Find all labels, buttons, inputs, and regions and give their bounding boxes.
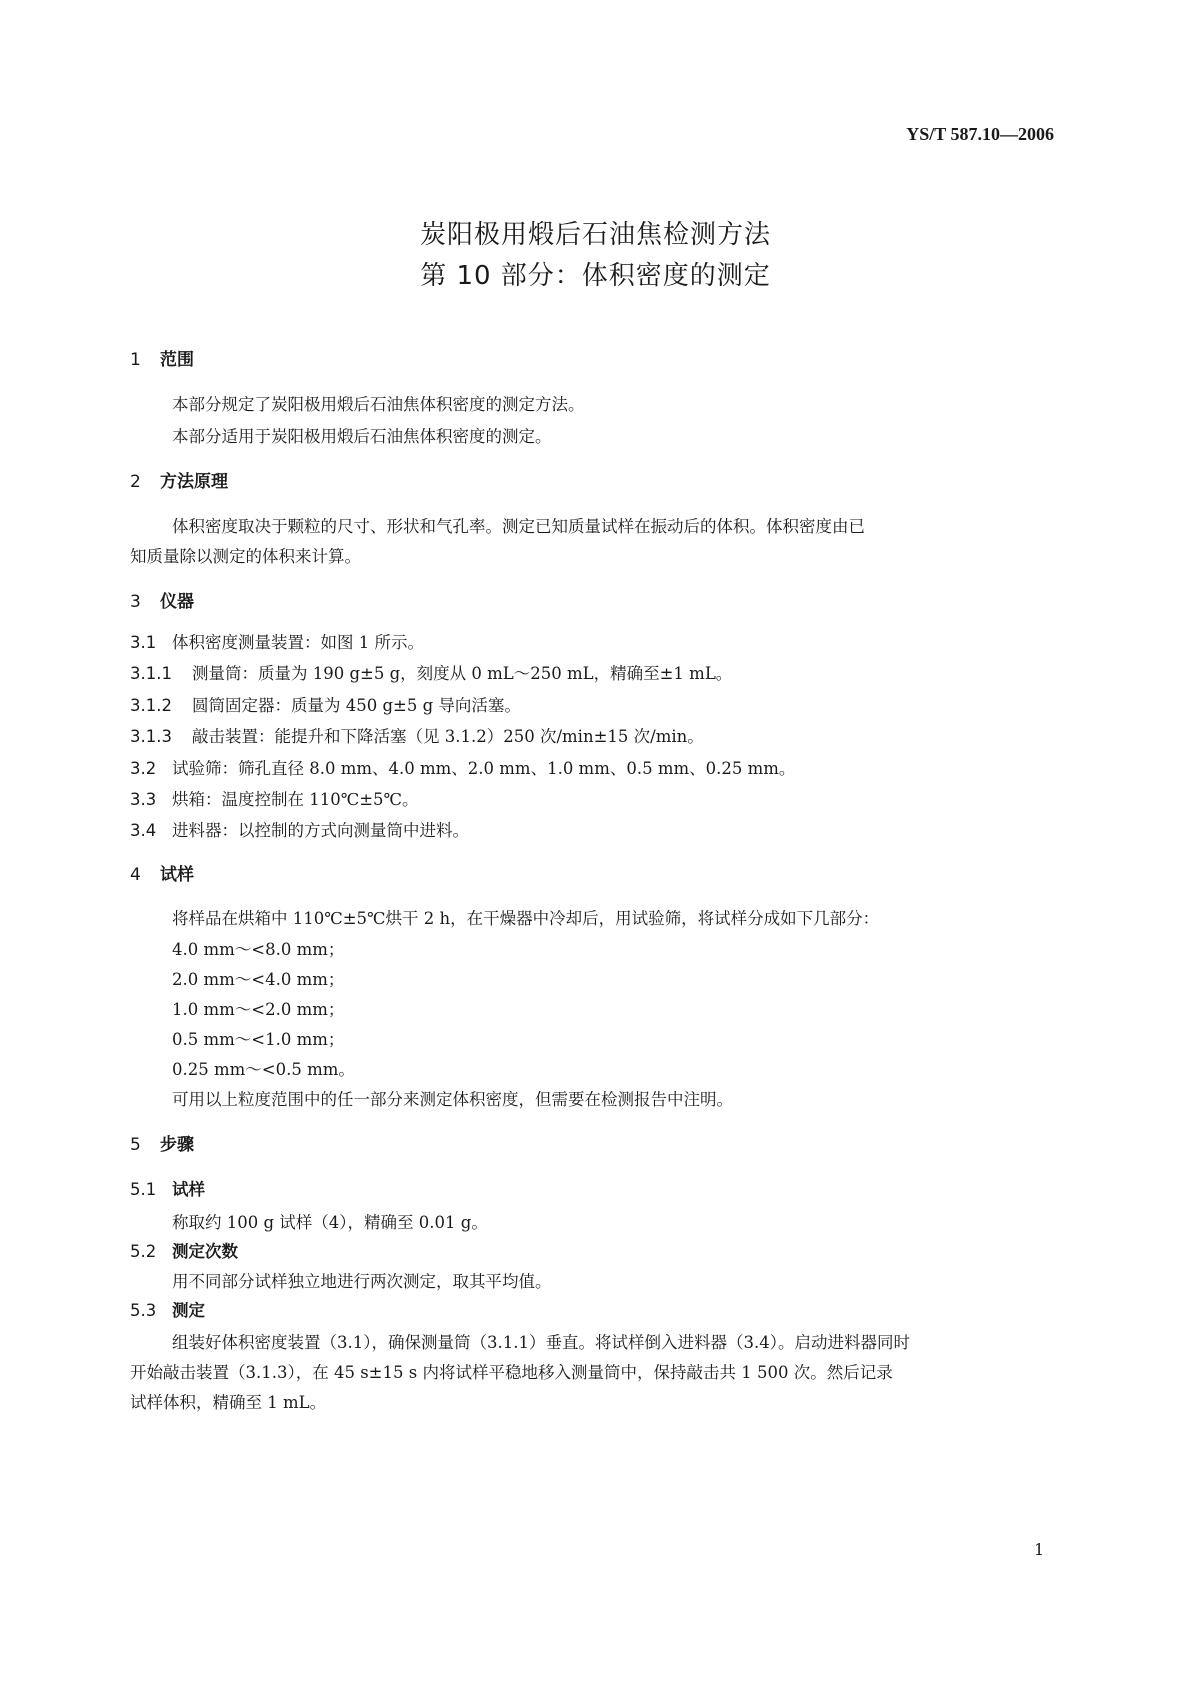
clause-number: 5.2 [130,1242,157,1261]
clause-3-1-2 [130,692,521,716]
section-2-heading [130,467,228,492]
clause-3-4 [130,817,469,841]
clause-5-1-heading [130,1176,205,1200]
clause-number: 3.4 [130,821,157,840]
clause-number: 3.1.1 [130,664,172,683]
clause-number: 3.1 [130,633,157,652]
clause-3-1 [130,629,424,653]
clause-text: 体积密度测量装置：如图 1 所示。 [172,633,424,652]
paragraph-continued: 知质量除以测定的体积来计算。 [130,547,361,566]
section-number: 3 [130,592,141,612]
size-range-item: 2.0 mm～<4.0 mm； [172,970,345,989]
clause-number: 5.3 [130,1301,157,1320]
clause-3-2 [130,755,795,779]
section-number: 2 [130,472,141,492]
size-range-item: 0.25 mm～<0.5 mm。 [172,1060,355,1079]
clause-text: 烘箱：温度控制在 110℃±5℃。 [172,790,419,809]
clause-text: 测量筒：质量为 190 g±5 g，刻度从 0 mL～250 mL，精确至±1 mL。 [192,664,733,683]
section-title: 方法原理 [160,472,228,492]
standard-number: YS/T 587.10—2006 [906,124,1054,144]
size-range-item: 4.0 mm～<8.0 mm； [172,940,345,959]
section-number: 5 [130,1135,141,1155]
clause-number: 5.1 [130,1180,157,1199]
clause-3-1-3 [130,723,704,747]
clause-number: 3.2 [130,759,157,778]
paragraph: 将样品在烘箱中 110℃±5℃烘干 2 h，在干燥器中冷却后，用试验筛，将试样分成如下几部分： [172,909,880,928]
clause-text: 圆筒固定器：质量为 450 g±5 g 导向活塞。 [192,696,521,715]
clause-text: 试验筛：筛孔直径 8.0 mm、4.0 mm、2.0 mm、1.0 mm、0.5 mm、0.25 mm。 [172,759,796,778]
paragraph: 本部分规定了炭阳极用煅后石油焦体积密度的测定方法。 [172,395,585,414]
clause-text: 敲击装置：能提升和下降活塞（见 3.1.2）250 次/min±15 次/min。 [192,727,704,746]
section-title: 仪器 [160,592,194,612]
clause-number: 3.1.3 [130,727,172,746]
document-title: 炭阳极用煅后石油焦检测方法 [419,220,771,250]
section-number: 1 [130,350,141,370]
paragraph-continued: 试样体积，精确至 1 mL。 [130,1393,327,1412]
clause-3-3 [130,786,418,810]
clause-title: 试样 [172,1180,205,1199]
section-number: 4 [130,865,141,885]
size-range-item: 0.5 mm～<1.0 mm； [172,1030,345,1049]
paragraph: 称取约 100 g 试样（4），精确至 0.01 g。 [172,1213,488,1232]
section-title: 试样 [160,865,194,885]
paragraph: 用不同部分试样独立地进行两次测定，取其平均值。 [172,1272,552,1291]
section-1-heading [130,345,194,370]
clause-5-2-heading [130,1238,238,1262]
clause-number: 3.1.2 [130,696,172,715]
paragraph: 本部分适用于炭阳极用煅后石油焦体积密度的测定。 [172,427,552,446]
paragraph: 可用以上粒度范围中的任一部分来测定体积密度，但需要在检测报告中注明。 [172,1090,733,1109]
clause-title: 测定次数 [172,1242,238,1261]
paragraph: 体积密度取决于颗粒的尺寸、形状和气孔率。测定已知质量试样在振动后的体积。体积密度由已 [172,517,865,536]
section-title: 范围 [160,350,194,370]
clause-3-1-1 [130,660,732,684]
clause-number: 3.3 [130,790,157,809]
page-number: 1 [1034,1540,1045,1559]
clause-5-3-heading [130,1297,205,1321]
paragraph: 组装好体积密度装置（3.1），确保测量筒（3.1.1）垂直。将试样倒入进料器（3.4）。启动进料器同时 [172,1333,910,1352]
size-range-item: 1.0 mm～<2.0 mm； [172,1000,345,1019]
clause-title: 测定 [172,1301,205,1320]
section-4-heading [130,860,194,885]
section-3-heading [130,587,194,612]
document-subtitle: 第 10 部分：体积密度的测定 [420,261,771,291]
paragraph-continued: 开始敲击装置（3.1.3），在 45 s±15 s 内将试样平稳地移入测量筒中，保持敲击共 1 500 次。然后记录 [130,1363,893,1382]
section-5-heading [130,1130,194,1155]
section-title: 步骤 [160,1135,194,1155]
clause-text: 进料器：以控制的方式向测量筒中进料。 [172,821,469,840]
